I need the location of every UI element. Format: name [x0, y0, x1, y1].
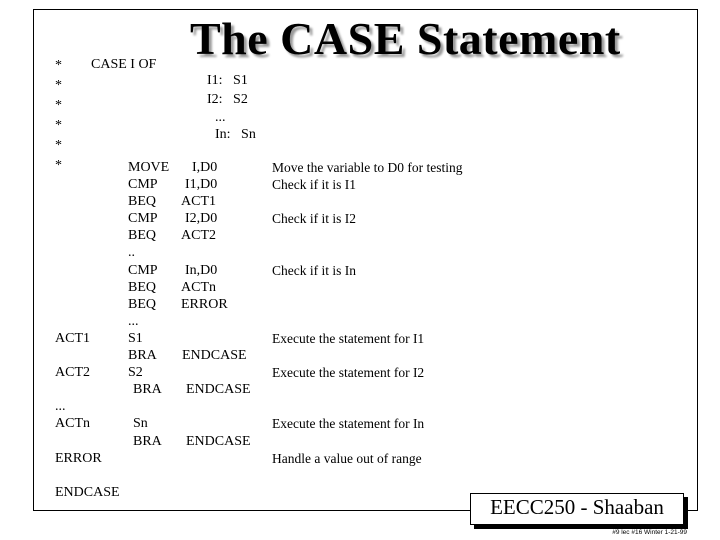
- opcode: CMP: [128, 263, 158, 278]
- opcode: BEQ: [128, 228, 156, 243]
- opcode: S2: [128, 365, 143, 380]
- comment: Check if it is I1: [272, 177, 356, 192]
- opcode: BRA: [133, 434, 162, 449]
- comment: Move the variable to D0 for testing: [272, 160, 463, 175]
- label-actn: ACTn: [55, 416, 90, 431]
- comment: Check if it is In: [272, 263, 356, 278]
- case-line: In: Sn: [215, 127, 256, 142]
- opcode: S1: [128, 331, 143, 346]
- operand: ENDCASE: [186, 434, 251, 449]
- case-line: ...: [215, 110, 226, 125]
- operand: I,D0: [192, 160, 218, 175]
- comment: Handle a value out of range: [272, 451, 422, 466]
- comment-stars: [55, 56, 62, 176]
- opcode: ..: [128, 245, 135, 260]
- comment: Execute the statement for In: [272, 416, 425, 431]
- opcode: ...: [128, 314, 139, 329]
- comment: Execute the statement for I2: [272, 365, 425, 380]
- opcode: BRA: [133, 382, 162, 397]
- footer-note: #9 lec #16 Winter 1-21-99: [612, 529, 687, 536]
- opcode: BEQ: [128, 280, 156, 295]
- opcode: MOVE: [128, 160, 170, 175]
- star: *: [55, 78, 62, 93]
- opcode: CMP: [128, 211, 158, 226]
- course-logo: [470, 493, 684, 525]
- operand: ACT1: [181, 194, 216, 209]
- operand: ACT2: [181, 228, 216, 243]
- operand: ERROR: [181, 297, 228, 312]
- operand: I2,D0: [185, 211, 218, 226]
- label-act2: ACT2: [55, 365, 90, 380]
- star: *: [55, 118, 62, 133]
- operand: In,D0: [185, 263, 218, 278]
- case-line: I2: S2: [207, 92, 248, 107]
- star: *: [55, 58, 62, 73]
- label-ellipsis: ...: [55, 399, 66, 414]
- operand: ENDCASE: [186, 382, 251, 397]
- case-line: I1: S1: [207, 73, 248, 88]
- star: *: [55, 98, 62, 113]
- case-of-label: CASE I OF: [91, 57, 157, 72]
- comment: Execute the statement for I1: [272, 331, 425, 346]
- operand: ENDCASE: [182, 348, 247, 363]
- operand: I1,D0: [185, 177, 218, 192]
- opcode: Sn: [133, 416, 148, 431]
- star: *: [55, 138, 62, 153]
- label-error: ERROR: [55, 451, 102, 466]
- operand: ACTn: [181, 280, 216, 295]
- course-logo-text: EECC250 - Shaaban: [490, 495, 664, 519]
- slide-title: The CASE Statement: [190, 13, 621, 64]
- label-endcase: ENDCASE: [55, 485, 120, 500]
- comment: Check if it is I2: [272, 211, 356, 226]
- opcode: BEQ: [128, 297, 156, 312]
- label-act1: ACT1: [55, 331, 90, 346]
- star: *: [55, 158, 62, 173]
- opcode: BEQ: [128, 194, 156, 209]
- opcode: BRA: [128, 348, 157, 363]
- opcode: CMP: [128, 177, 158, 192]
